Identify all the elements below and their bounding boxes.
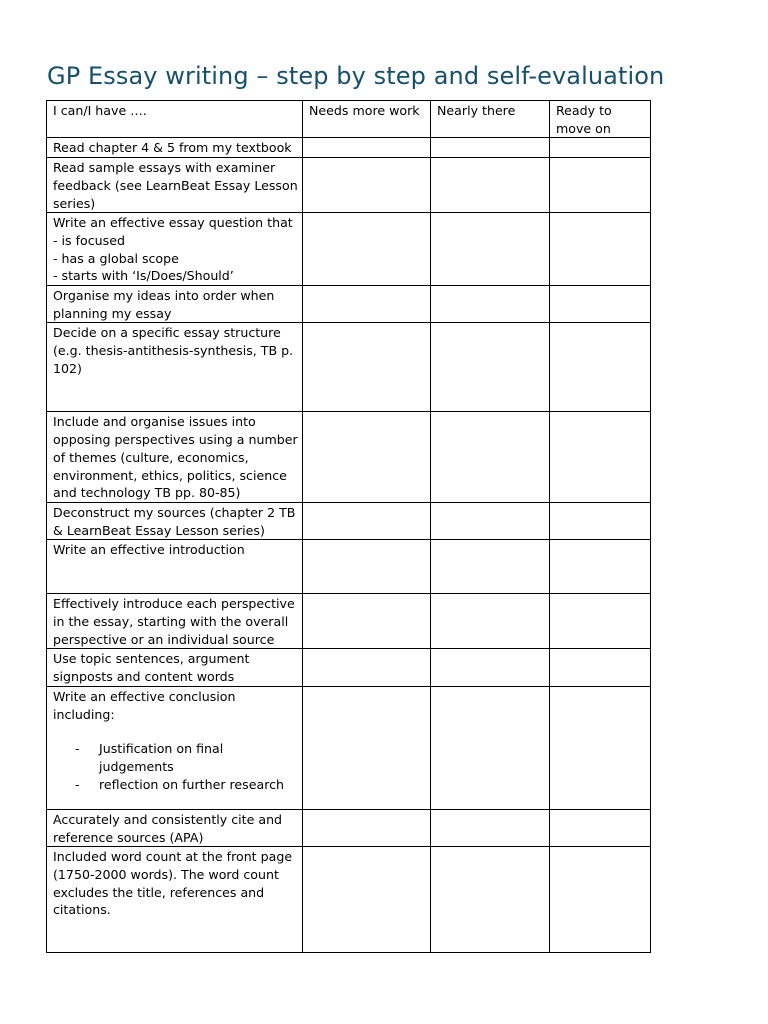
nearly-there-cell[interactable] — [431, 213, 550, 286]
skill-text-line: - is focused — [53, 232, 125, 248]
table-row — [47, 594, 651, 649]
needs-more-work-cell[interactable] — [303, 847, 431, 953]
ready-to-move-on-cell[interactable] — [550, 323, 651, 412]
table-row — [47, 286, 651, 323]
skill-text-line: Read chapter 4 & 5 from my textbook — [53, 140, 292, 156]
table-row — [47, 502, 651, 539]
skill-text-line: series) — [53, 195, 96, 211]
skill-text-line: - has a global scope — [53, 250, 179, 266]
skill-text-line: opposing perspectives using a number — [53, 432, 298, 448]
needs-more-work-cell[interactable] — [303, 686, 431, 809]
table-row — [47, 138, 651, 158]
document-title: GP Essay writing – step by step and self-evaluation — [47, 62, 665, 90]
skill-text-line: Deconstruct my sources (chapter 2 TB — [53, 504, 296, 520]
table-row — [47, 809, 651, 846]
ready-to-move-on-cell[interactable] — [550, 847, 651, 953]
ready-to-move-on-cell[interactable] — [550, 540, 651, 594]
header-nearly-there: Nearly there — [431, 101, 550, 138]
nearly-there-cell[interactable] — [431, 686, 550, 809]
bullet-text-line: Justification on final — [99, 741, 224, 757]
bullet-text-line: judgements — [99, 758, 174, 774]
ready-to-move-on-cell[interactable] — [550, 594, 651, 649]
nearly-there-cell[interactable] — [431, 138, 550, 158]
needs-more-work-cell[interactable] — [303, 158, 431, 213]
table-row — [47, 323, 651, 412]
ready-to-move-on-cell[interactable] — [550, 649, 651, 686]
needs-more-work-cell[interactable] — [303, 286, 431, 323]
skill-text-line: Read sample essays with examiner — [53, 160, 276, 176]
nearly-there-cell[interactable] — [431, 540, 550, 594]
ready-to-move-on-cell[interactable] — [550, 213, 651, 286]
needs-more-work-cell[interactable] — [303, 138, 431, 158]
skill-text-line: Decide on a specific essay structure — [53, 325, 281, 341]
skill-description-cell — [47, 158, 303, 213]
ready-to-move-on-cell[interactable] — [550, 138, 651, 158]
bullet-marker: - — [75, 776, 80, 792]
nearly-there-cell[interactable] — [431, 502, 550, 539]
skill-description-cell — [47, 138, 303, 158]
needs-more-work-cell[interactable] — [303, 502, 431, 539]
needs-more-work-cell[interactable] — [303, 649, 431, 686]
skill-text-line: & LearnBeat Essay Lesson series) — [53, 522, 265, 538]
skill-text-line: of themes (culture, economics, — [53, 449, 249, 465]
skill-description-cell — [47, 412, 303, 503]
skill-text-line: Included word count at the front page — [53, 849, 293, 865]
nearly-there-cell[interactable] — [431, 594, 550, 649]
nearly-there-cell[interactable] — [431, 809, 550, 846]
nearly-there-cell[interactable] — [431, 158, 550, 213]
skill-description-cell — [47, 649, 303, 686]
table-header-row — [47, 101, 651, 138]
table-row — [47, 540, 651, 594]
skill-text-line: citations. — [53, 902, 111, 918]
skill-description-cell — [47, 594, 303, 649]
skill-text-line: and technology TB pp. 80-85) — [53, 485, 241, 501]
skill-text-line: (1750-2000 words). The word count — [53, 866, 279, 882]
skill-description-cell — [47, 540, 303, 594]
table-row — [47, 847, 651, 953]
nearly-there-cell[interactable] — [431, 323, 550, 412]
bullet-item — [53, 776, 296, 794]
needs-more-work-cell[interactable] — [303, 809, 431, 846]
table-row — [47, 412, 651, 503]
table-row — [47, 649, 651, 686]
needs-more-work-cell[interactable] — [303, 323, 431, 412]
needs-more-work-cell[interactable] — [303, 540, 431, 594]
nearly-there-cell[interactable] — [431, 412, 550, 503]
nearly-there-cell[interactable] — [431, 649, 550, 686]
needs-more-work-cell[interactable] — [303, 213, 431, 286]
skill-text-line: excludes the title, references and — [53, 884, 265, 900]
self-evaluation-table — [46, 100, 651, 953]
table-row — [47, 158, 651, 213]
ready-to-move-on-cell[interactable] — [550, 286, 651, 323]
header-needs-more-work: Needs more work — [303, 101, 431, 138]
bullet-item — [53, 740, 296, 775]
skill-text-line: 102) — [53, 360, 82, 376]
skill-text-line: - starts with ‘Is/Does/Should’ — [53, 268, 234, 284]
skill-text-line: in the essay, starting with the overall — [53, 614, 289, 630]
needs-more-work-cell[interactable] — [303, 412, 431, 503]
skill-description-cell — [47, 686, 303, 809]
needs-more-work-cell[interactable] — [303, 594, 431, 649]
bullet-marker: - — [75, 741, 80, 757]
skill-text-line: Write an effective conclusion — [53, 688, 236, 704]
bullet-text-line: reflection on further research — [99, 776, 284, 792]
skill-text-line: Use topic sentences, argument — [53, 651, 250, 667]
skill-description-cell — [47, 213, 303, 286]
skill-text-line: (e.g. thesis-antithesis-synthesis, TB p. — [53, 343, 294, 359]
nearly-there-cell[interactable] — [431, 847, 550, 953]
table-row — [47, 686, 651, 809]
skill-text-line: Write an effective essay question that — [53, 215, 293, 231]
skill-description-cell — [47, 323, 303, 412]
skill-text-line: reference sources (APA) — [53, 829, 204, 845]
skill-description-cell — [47, 502, 303, 539]
skill-text-line: signposts and content words — [53, 669, 235, 685]
header-ready-to-move-on: Ready to move on — [550, 101, 651, 138]
table-row — [47, 213, 651, 286]
skill-text-line: planning my essay — [53, 305, 172, 321]
skill-text-line: Include and organise issues into — [53, 414, 256, 430]
nearly-there-cell[interactable] — [431, 286, 550, 323]
skill-text-line: feedback (see LearnBeat Essay Lesson — [53, 177, 298, 193]
skill-text-line: Effectively introduce each perspective — [53, 596, 295, 612]
skill-description-cell — [47, 286, 303, 323]
bullet-list — [53, 740, 296, 793]
ready-to-move-on-cell[interactable] — [550, 809, 651, 846]
ready-to-move-on-cell[interactable] — [550, 412, 651, 503]
skill-description-cell — [47, 809, 303, 846]
skill-description-cell — [47, 847, 303, 953]
ready-to-move-on-cell[interactable] — [550, 502, 651, 539]
skill-text-line: including: — [53, 706, 115, 722]
skill-text-line: Write an effective introduction — [53, 542, 245, 558]
ready-to-move-on-cell[interactable] — [550, 686, 651, 809]
ready-to-move-on-cell[interactable] — [550, 158, 651, 213]
header-can-have: I can/I have …. — [47, 101, 303, 138]
skill-text-line: Organise my ideas into order when — [53, 288, 275, 304]
skill-text-line: Accurately and consistently cite and — [53, 811, 283, 827]
skill-text-line: environment, ethics, politics, science — [53, 467, 287, 483]
skill-text-line: perspective or an individual source — [53, 631, 275, 647]
